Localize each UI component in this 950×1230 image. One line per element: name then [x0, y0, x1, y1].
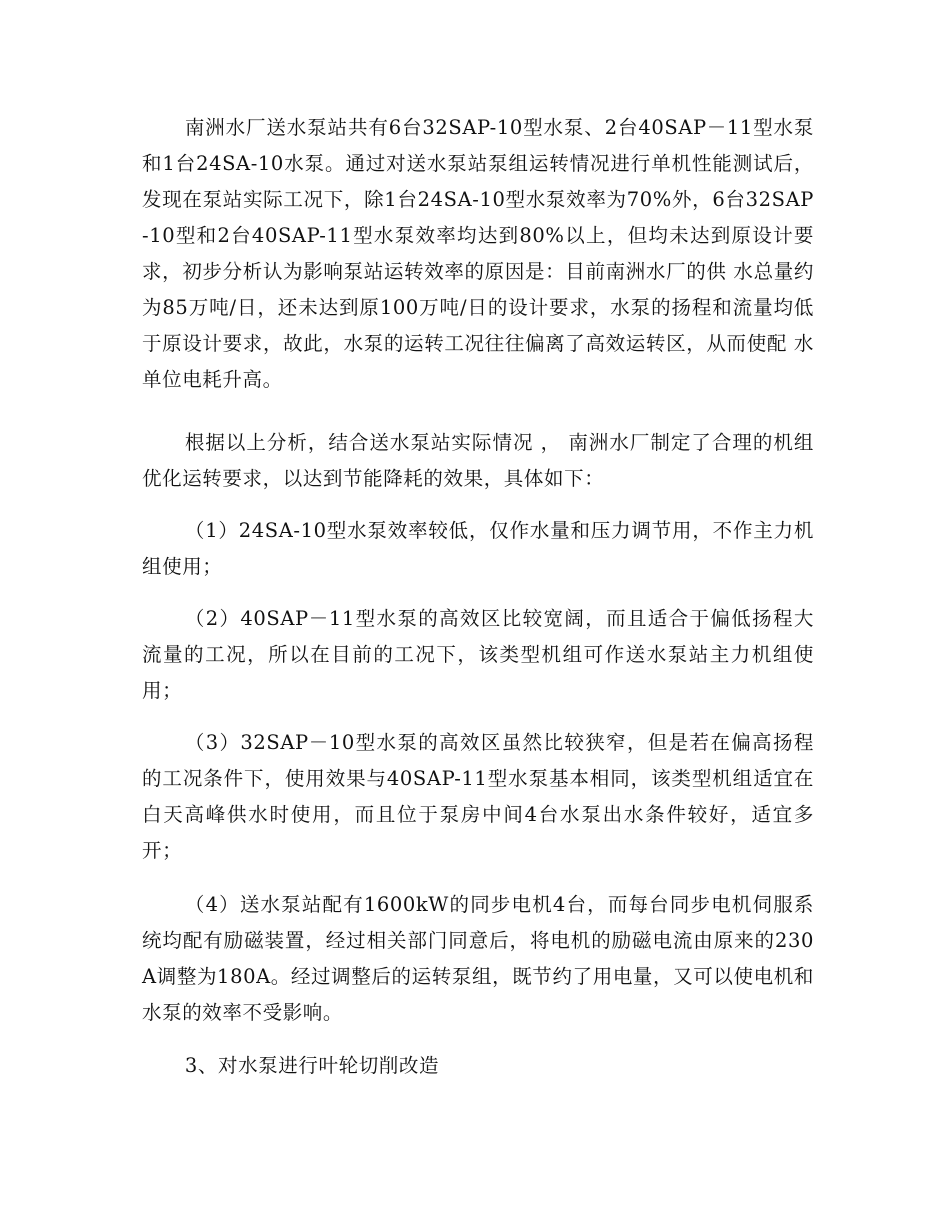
section-heading-impeller-trimming: 3、对水泵进行叶轮切削改造 [184, 1054, 440, 1077]
paragraph-item-1: （1）24SA-10型水泵效率较低，仅作水量和压力调节用，不作主力机组使用； [142, 519, 814, 578]
paragraph-optimization-intro: 根据以上分析，结合送水泵站实际情况 ， 南洲水厂制定了合理的机组优化运转要求，以达到节能降耗的效果，具体如下： [142, 431, 814, 490]
paragraph-item-3: （3）32SAP－10型水泵的高效区虽然比较狭窄，但是若在偏高扬程的工况条件下，使用效果与40SAP-11型水泵基本相同，该类型机组适宜在白天高峰供水时使用，而且位于泵房中间4台水泵出水条件较好，适宜多开； [142, 731, 814, 862]
paragraph-item-4: （4）送水泵站配有1600kW的同步电机4台，而每台同步电机伺服系统均配有励磁装置，经过相关部门同意后，将电机的励磁电流由原来的230A调整为180A。经过调整后的运转泵组，既节约了用电量，又可以使电机和水泵的效率不受影响。 [142, 893, 814, 1024]
paragraph-item-2: （2）40SAP－11型水泵的高效区比较宽阔，而且适合于偏低扬程大流量的工况，所以在目前的工况下，该类型机组可作送水泵站主力机组使用； [142, 607, 814, 702]
paragraph-pump-station-overview: 南洲水厂送水泵站共有6台32SAP-10型水泵、2台40SAP－11型水泵和1台24SA-10水泵。通过对送水泵站泵组运转情况进行单机性能测试后，发现在泵站实际工况下，除1台24SA-10型水泵效率为70%外，6台32SAP-10型和2台40SAP-11型水泵效率均达到80%以上，但均未达到原设计要求，初步分析认为影响泵站运转效率的原因是：目前南洲水厂的供 水总量约为85万吨/日，还未达到原100万吨/日的设计要求，水泵的扬程和流量均低于原设计要求，故此，水泵的运转工况往往偏离了高效运转区，从而使配 水单位电耗升高。 [142, 116, 814, 391]
